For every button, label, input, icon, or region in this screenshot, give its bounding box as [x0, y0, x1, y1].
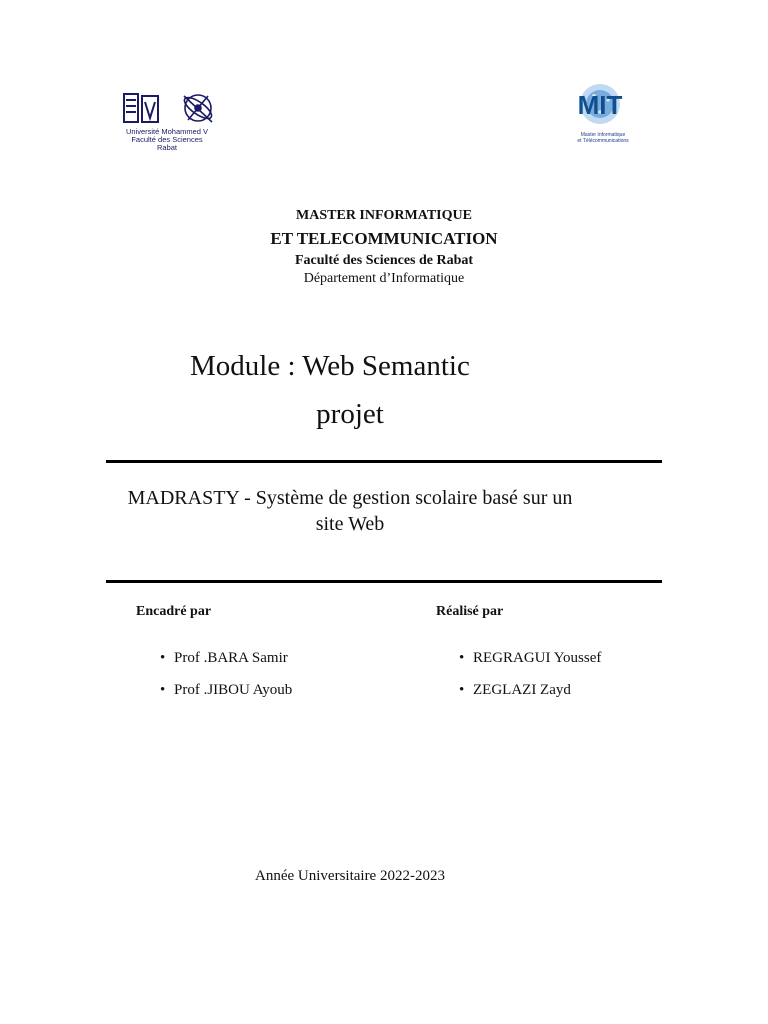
university-emblem-icon — [118, 90, 216, 130]
master-title-line2: ET TELECOMMUNICATION — [270, 229, 498, 248]
faculty-name: Faculté des Sciences de Rabat — [294, 253, 474, 268]
master-title-line1: MASTER INFORMATIQUE — [296, 208, 472, 223]
project-description: MADRASTY - Système de gestion scolaire basé sur un site Web — [127, 487, 573, 535]
list-item — [160, 650, 292, 682]
mit-caption: Master Informatique et Télécommunications — [577, 132, 629, 144]
authors-list — [459, 650, 601, 714]
university-caption: Université Mohammed V Faculté des Sciences Rabat — [125, 127, 209, 152]
project-label: projet — [316, 398, 384, 430]
list-item — [459, 650, 601, 682]
supervisors-list — [160, 650, 292, 714]
academic-year: Année Universitaire 2022-2023 — [255, 868, 445, 884]
list-item — [160, 682, 292, 714]
university-logo — [118, 90, 216, 162]
supervisor-name: Prof .BARA Samir — [174, 650, 288, 666]
author-name: REGRAGUI Youssef — [473, 650, 602, 666]
author-name: ZEGLAZI Zayd — [473, 682, 571, 698]
mit-emblem-icon — [560, 82, 640, 130]
authors-title: Réalisé par — [436, 604, 504, 619]
bullet-icon: • — [160, 650, 166, 666]
bullet-icon: • — [459, 682, 465, 698]
mit-logo — [560, 82, 640, 152]
bullet-icon: • — [459, 650, 465, 666]
department-name: Département d’Informatique — [303, 271, 465, 286]
module-title: Module : Web Semantic — [190, 350, 470, 382]
top-divider — [106, 460, 662, 463]
bottom-divider — [106, 580, 662, 583]
supervisors-title: Encadré par — [136, 604, 212, 619]
list-item — [459, 682, 601, 714]
supervisor-name: Prof .JIBOU Ayoub — [174, 682, 293, 698]
mit-logo-text: MIT — [577, 90, 623, 120]
bullet-icon: • — [160, 682, 166, 698]
